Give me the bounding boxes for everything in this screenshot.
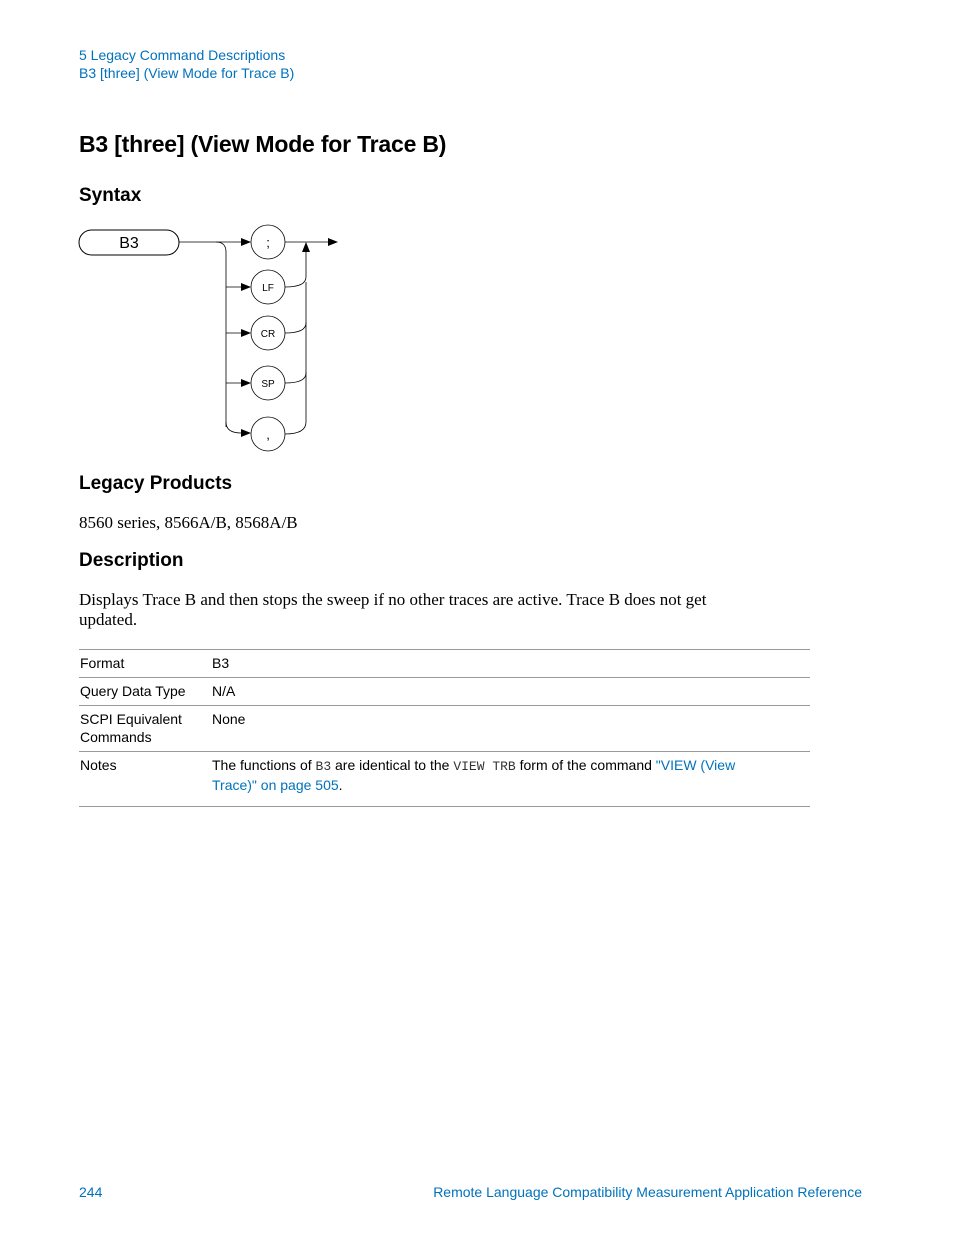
query-value: N/A <box>211 678 810 706</box>
terminator-label: LF <box>262 283 274 294</box>
scpi-value: None <box>211 706 810 752</box>
notes-link-view-line-1[interactable]: "VIEW (View <box>655 757 736 773</box>
command-label: B3 <box>119 235 139 252</box>
notes-prefix: The functions of <box>212 757 316 773</box>
notes-suffix: form of the command <box>515 757 656 773</box>
terminator-comma <box>251 417 285 451</box>
terminator-sp <box>251 366 285 400</box>
table-row <box>79 678 810 706</box>
terminator-label: CR <box>260 329 276 340</box>
terminator-semicolon <box>251 225 285 259</box>
notes-link-view-line-2[interactable]: Trace)" on page 505 <box>212 777 339 793</box>
footer-page-number: 244 <box>79 1184 103 1200</box>
terminator-label: , <box>266 427 270 442</box>
notes-label: Notes <box>79 752 211 807</box>
notes-value <box>211 752 810 807</box>
scpi-label-line-2: Commands <box>80 729 152 745</box>
page-title: B3 [three] (View Mode for Trace B) <box>79 131 447 157</box>
table-row <box>79 706 810 752</box>
description-heading: Description <box>79 550 184 571</box>
query-label: Query Data Type <box>79 678 211 706</box>
command-info-table <box>79 649 810 807</box>
table-row <box>79 650 810 678</box>
terminator-cr <box>251 316 285 350</box>
legacy-products-text: 8560 series, 8566A/B, 8568A/B <box>79 513 298 532</box>
command-node <box>79 230 179 255</box>
footer-book-title: Remote Language Compatibility Measurement Application Reference <box>433 1184 862 1200</box>
terminator-label: SP <box>261 379 275 390</box>
syntax-diagram <box>76 222 346 458</box>
notes-mid: are identical to the <box>331 757 454 773</box>
scpi-label-line-1: SCPI Equivalent <box>80 711 182 727</box>
notes-code-b3: B3 <box>315 759 332 774</box>
breadcrumb-section[interactable]: B3 [three] (View Mode for Trace B) <box>79 65 295 81</box>
syntax-heading: Syntax <box>79 185 142 206</box>
legacy-products-heading: Legacy Products <box>79 473 233 494</box>
breadcrumb-chapter[interactable]: 5 Legacy Command Descriptions <box>79 47 286 63</box>
description-line-2: updated. <box>79 610 138 629</box>
terminator-label: ; <box>266 235 270 250</box>
format-label: Format <box>79 650 211 678</box>
notes-end: . <box>338 777 343 793</box>
description-line-1: Displays Trace B and then stops the sweep if no other traces are active. Trace B does not get <box>79 590 707 609</box>
scpi-label <box>79 706 211 752</box>
terminator-lf <box>251 270 285 304</box>
format-value: B3 <box>211 650 810 678</box>
notes-code-view-trb: VIEW TRB <box>453 759 516 774</box>
table-row <box>79 752 810 807</box>
